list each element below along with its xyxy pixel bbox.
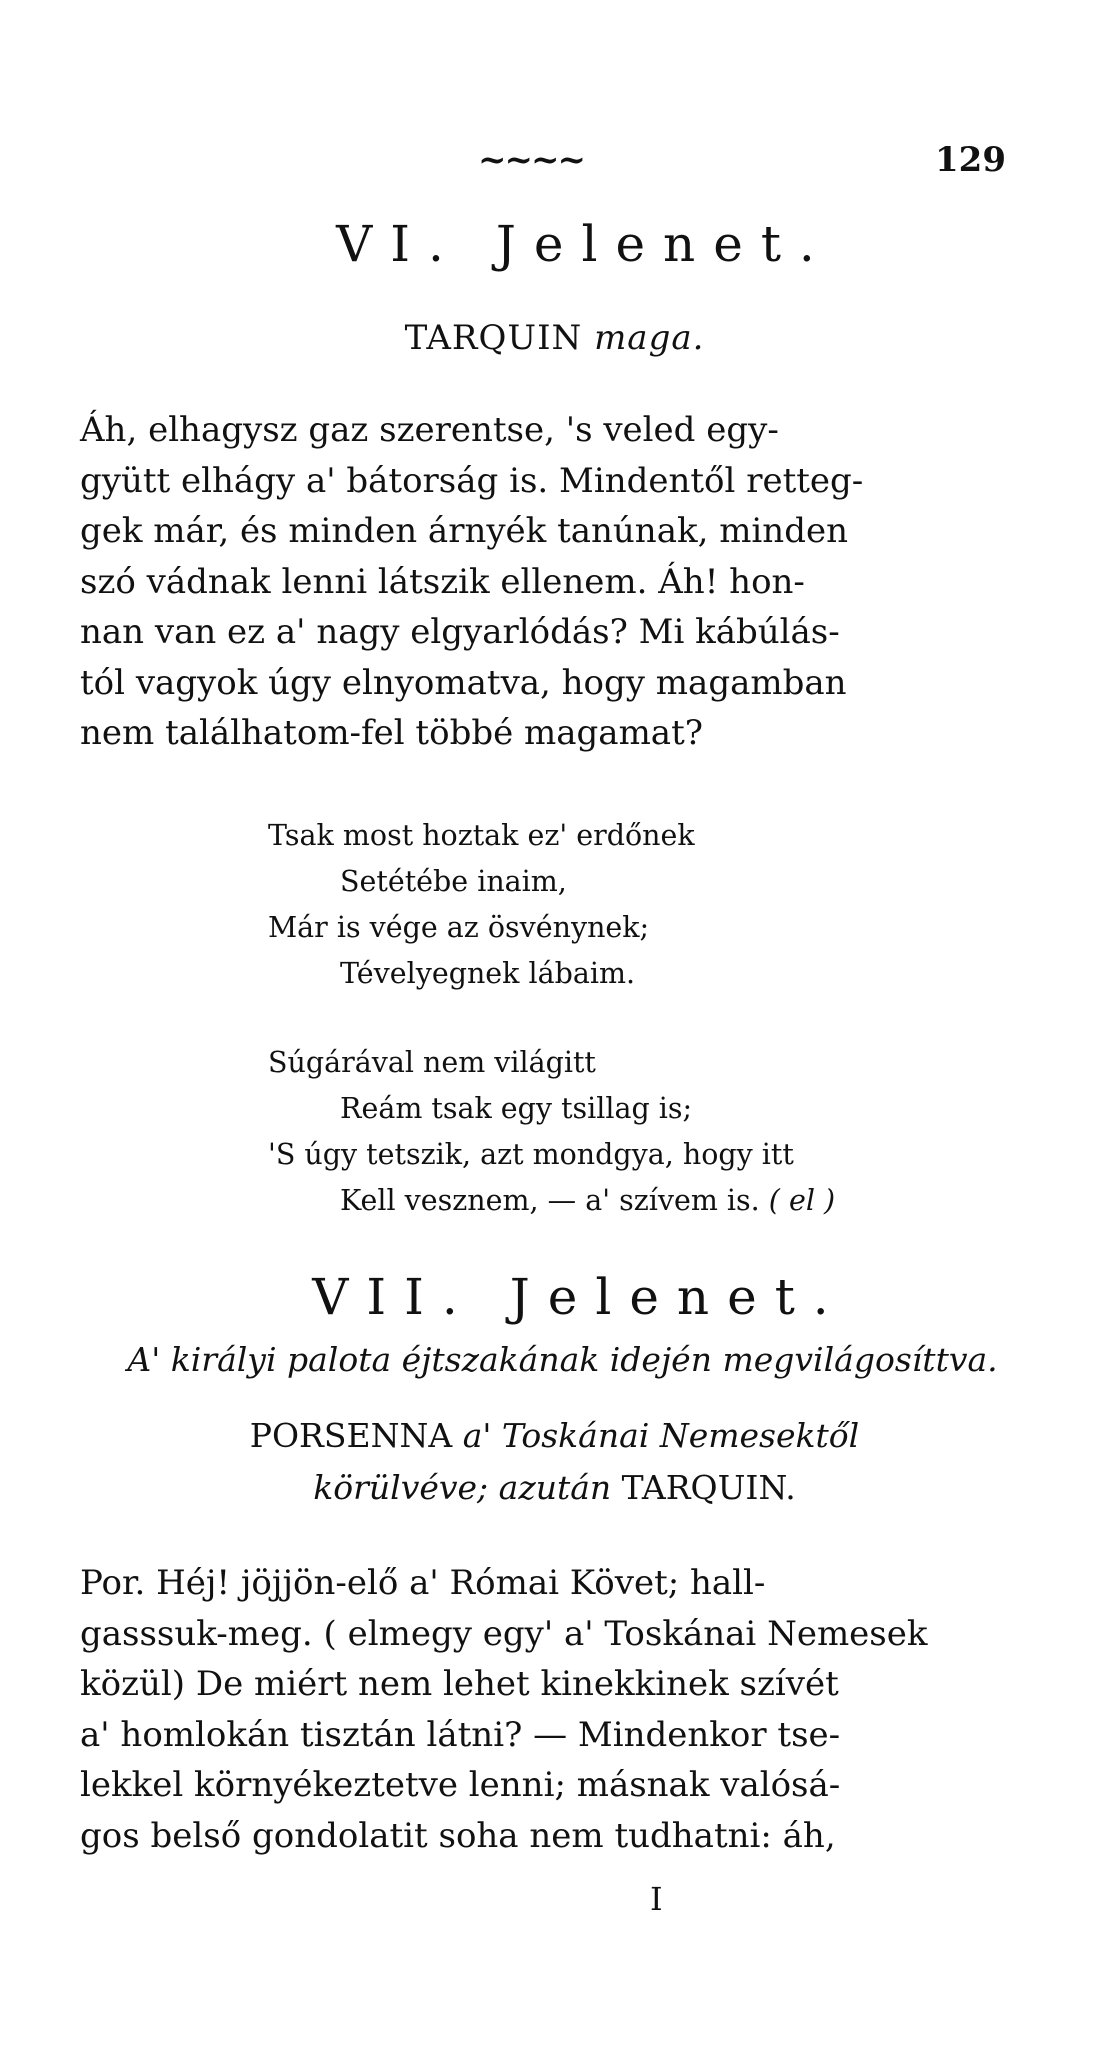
scene-7-cast: [0, 1410, 1109, 1514]
verse-line: 'S úgy tetszik, azt mondgya, hogy itt: [268, 1138, 794, 1171]
verse-line: Tévelyegnek lábaim.: [340, 957, 636, 990]
prose-line: a' homlokán tisztán látni? — Mindenkor tse-: [80, 1714, 841, 1755]
verse-line: Setétébe inaim,: [340, 865, 567, 898]
scene-6-speaker: [0, 318, 1109, 358]
verse-line: [268, 1178, 988, 1224]
verse-line: Már is vége az ösvénynek;: [268, 911, 650, 944]
prose-line: gek már, és minden árnyék tanúnak, minden: [80, 511, 848, 551]
verse-line: Súgárával nem világitt: [268, 1046, 596, 1079]
prose-line: közül) De miért nem lehet kinekkinek szívét: [80, 1664, 839, 1704]
scene-6-monologue: [80, 405, 1045, 759]
cast-line-1: [0, 1410, 1109, 1462]
speaker-name: TARQUIN: [404, 318, 583, 358]
verse-stanza-2: [268, 1040, 988, 1224]
prose-line: nan van ez a' nagy elgyarlódás? Mi kábúlás-: [80, 612, 840, 652]
prose-line: gos belső gondolatit soha nem tudhatni: áh,: [80, 1815, 836, 1856]
prose-line: lekkel környékeztetve lenni; másnak valósá-: [80, 1765, 841, 1805]
speaker-note: maga.: [594, 318, 705, 358]
prose-line: Por. Héj! jöjjön-elő a' Római Követ; hall-: [80, 1563, 766, 1603]
prose-line: tól vagyok úgy elnyomatva, hogy magamban: [80, 662, 847, 703]
verse-stanza-1: [268, 813, 988, 997]
scene-7-setting: A' királyi palota éjtszakának idején megvilágosíttva.: [127, 1340, 998, 1379]
cast-line-2: [0, 1462, 1109, 1514]
cast-name-porsenna: PORSENNA: [249, 1416, 453, 1455]
verse-line: Reám tsak egy tsillag is;: [340, 1092, 693, 1125]
signature-mark: I: [650, 1880, 663, 1918]
verse-line-text: Kell vesznem, — a' szívem is.: [340, 1184, 760, 1217]
header-ornament: ~~~~: [478, 140, 584, 180]
page-number: 129: [935, 140, 1006, 180]
prose-line: Áh, elhagysz gaz szerentse, 's veled egy-: [80, 410, 779, 450]
exit-stage-direction: ( el ): [768, 1184, 836, 1217]
cast-note-2: körülvéve; azután: [313, 1468, 612, 1507]
prose-line: gyütt elhágy a' bátorság is. Mindentől retteg-: [80, 460, 864, 501]
scene-6-title: VI. Jelenet.: [336, 215, 833, 273]
scene-7-dialogue: [80, 1558, 1045, 1861]
cast-note-1: a' Toskánai Nemesektől: [462, 1416, 860, 1455]
verse-line: Tsak most hoztak ez' erdőnek: [268, 819, 695, 852]
prose-line: szó vádnak lenni látszik ellenem. Áh! hon-: [80, 561, 805, 602]
prose-line: gasssuk-meg. ( elmegy egy' a' Toskánai Nemesek: [80, 1613, 928, 1654]
cast-name-tarquin: TARQUIN.: [621, 1468, 796, 1507]
prose-line: nem találhatom-fel többé magamat?: [80, 713, 703, 753]
scene-7-title: VII. Jelenet.: [312, 1268, 847, 1326]
